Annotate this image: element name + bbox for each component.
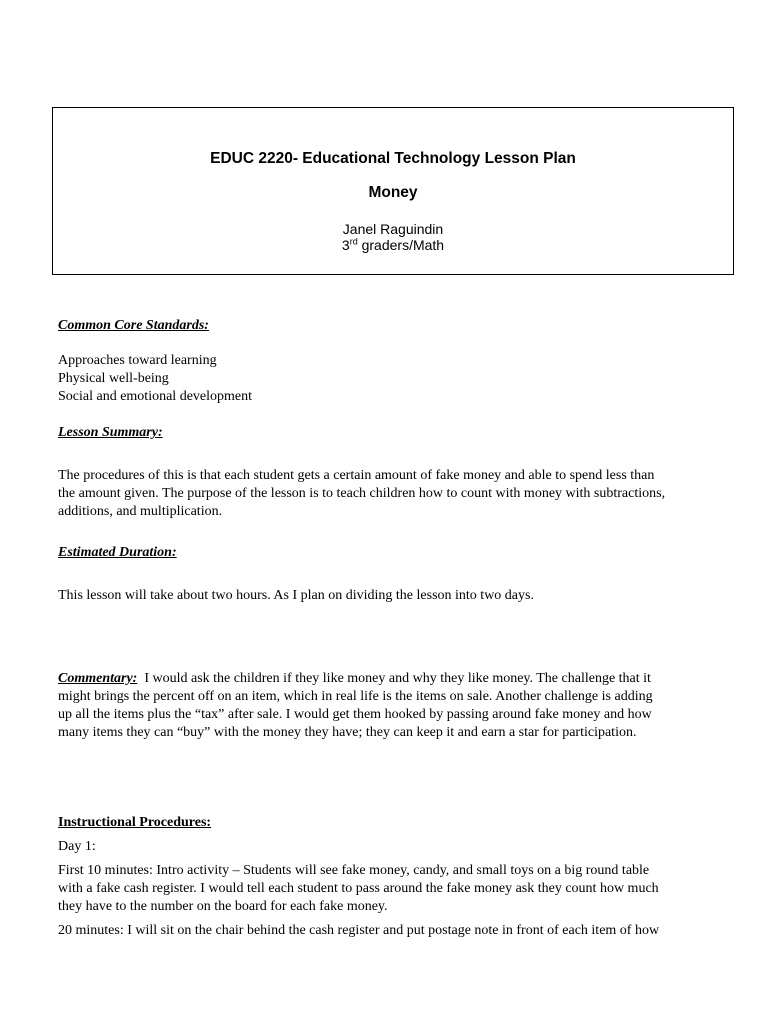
duration-line: This lesson will take about two hours. As I plan on dividing the lesson into two days. — [58, 588, 534, 603]
duration-heading-text: Estimated Duration: — [58, 545, 177, 560]
grade-number: 3 — [341, 237, 350, 253]
duration-heading — [58, 544, 718, 562]
procedure-line: they have to the number on the board for each fake money. — [58, 899, 388, 914]
author-name: Janel Raguindin — [342, 221, 444, 237]
grade-subject — [53, 237, 733, 253]
commentary-line: many items they can “buy” with the money they have; they can keep it and earn a star for participation. — [58, 725, 637, 740]
duration-text — [58, 587, 718, 605]
procedures-next — [58, 922, 718, 940]
grade-subject-text: graders/Math — [357, 237, 445, 253]
summary-line: the amount given. The purpose of the lesson is to teach children how to count with money with subtractions, — [58, 486, 666, 501]
standard-item: Approaches toward learning — [58, 353, 217, 368]
procedure-line: with a fake cash register. I would tell each student to pass around the fake money ask they count how much — [58, 881, 659, 896]
summary-line: The procedures of this is that each student gets a certain amount of fake money and able to spend less than — [58, 468, 655, 483]
document-title: EDUC 2220- Educational Technology Lesson Plan — [210, 150, 576, 167]
procedures-heading — [58, 814, 718, 832]
procedure-line: First 10 minutes: Intro activity – Students will see fake money, candy, and small toys on a big round table — [58, 863, 650, 878]
commentary-heading: Commentary: — [58, 671, 138, 686]
standards-list — [58, 352, 718, 406]
standard-item: Social and emotional development — [58, 389, 253, 404]
procedures-heading-text: Instructional Procedures: — [58, 815, 212, 830]
standard-item: Physical well-being — [58, 371, 169, 386]
commentary-line: might brings the percent off on an item, which in real life is the items on sale. Another challenge is adding — [58, 689, 653, 704]
lesson-topic: Money — [368, 184, 418, 201]
title-box — [52, 107, 734, 275]
grade-ordinal-suffix: rd — [349, 236, 358, 247]
day-label: Day 1: — [58, 839, 96, 854]
summary-heading-text: Lesson Summary: — [58, 425, 163, 440]
procedure-line: 20 minutes: I will sit on the chair behind the cash register and put postage note in front of each item of how — [58, 923, 660, 938]
commentary-first-line-text: I would ask the children if they like money and why they like money. The challenge that it — [137, 671, 651, 686]
summary-line: additions, and multiplication. — [58, 504, 223, 519]
standards-heading — [58, 317, 718, 335]
commentary-paragraph — [58, 670, 718, 742]
procedures-intro — [58, 862, 718, 916]
summary-heading — [58, 424, 718, 442]
commentary-first-line — [58, 670, 718, 688]
summary-paragraph — [58, 467, 718, 521]
standards-heading-text: Common Core Standards: — [58, 318, 209, 333]
commentary-line: up all the items plus the “tax” after sale. I would get them hooked by passing around fake money and how — [58, 707, 652, 722]
procedures-day — [58, 838, 718, 856]
